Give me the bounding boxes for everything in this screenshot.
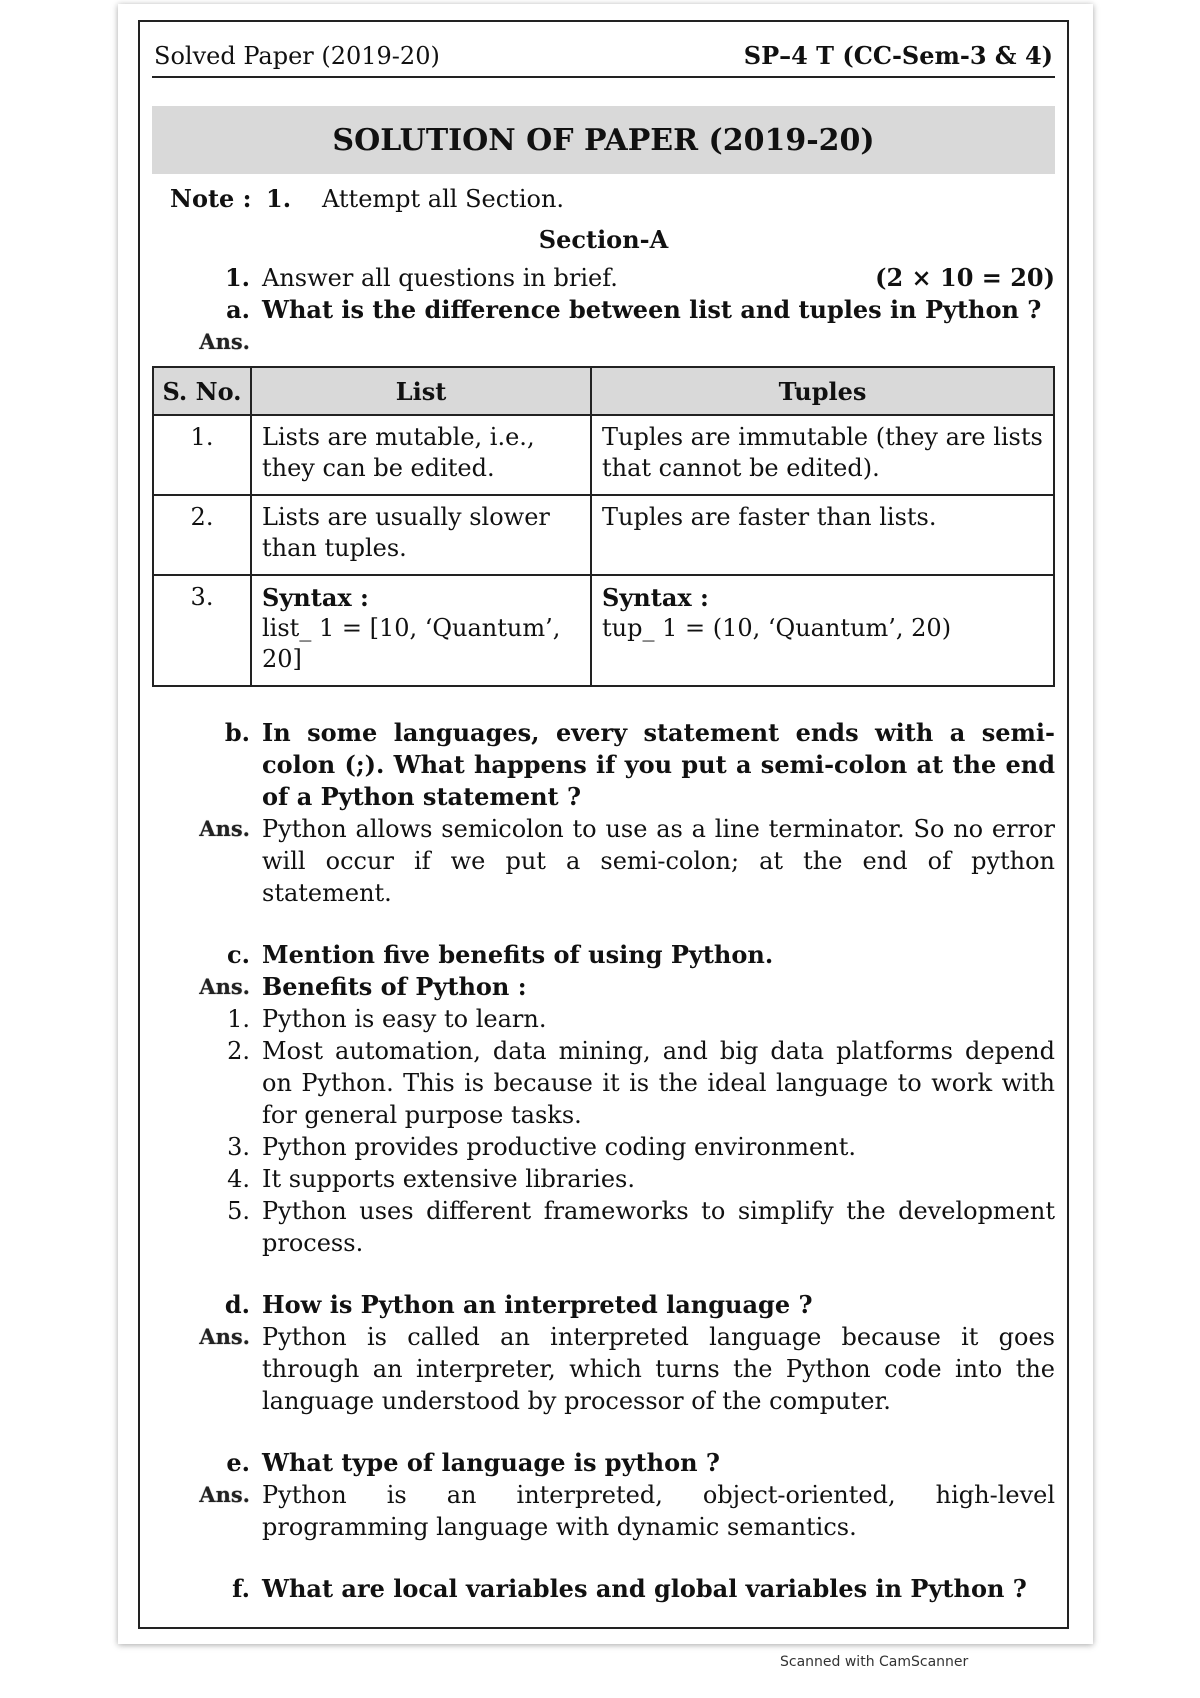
answer-a-label: Ans. [199,329,250,354]
syntax-label: Syntax : [602,583,709,612]
table-row [153,495,1054,575]
list-item-number: 4. [227,1165,250,1193]
question-c-label: c. [227,940,250,969]
note-label: Note : [170,184,252,213]
note [152,184,1055,213]
table-row [153,575,1054,686]
question-d-text: How is Python an interpreted language ? [262,1290,813,1319]
header-left: Solved Paper (2019-20) [154,42,440,70]
table-cell-sno: 1. [153,415,251,495]
question-f [152,1573,1055,1605]
comparison-table [152,366,1055,687]
question-d [152,1289,1055,1321]
question-a-text: What is the difference between list and tuples in Python ? [262,295,1042,324]
list-item-number: 2. [227,1037,250,1065]
benefits-list [152,1003,1055,1259]
page-content [152,22,1055,1605]
list-item [152,1035,1055,1131]
question-e [152,1447,1055,1479]
answer-b [152,813,1055,909]
table-header-row [153,367,1054,415]
answer-c-heading: Benefits of Python : [262,972,527,1001]
table-cell-tuple: Tuples are immutable (they are lists that cannot be edited). [591,415,1054,495]
table-header-list: List [251,367,591,415]
tuple-syntax: tup_ 1 = (10, ‘Quantum’, 20) [602,614,952,642]
table-header-sno: S. No. [153,367,251,415]
page-frame [138,20,1069,1629]
question-b [152,717,1055,813]
answer-a [152,326,1055,358]
answer-c-label: Ans. [199,974,250,999]
question-c-text: Mention five benefits of using Python. [262,940,774,969]
question-1-label: 1. [224,263,250,292]
answer-b-text: Python allows semicolon to use as a line terminator. So no error will occur if we put a semi-colon; at the end of python statement. [262,815,1055,907]
list-item-text: Most automation, data mining, and big data platforms depend on Python. This is because it is the ideal language to work with for general purpose tasks. [262,1037,1055,1129]
running-header [152,22,1055,78]
header-right: SP–4 T (CC-Sem-3 & 4) [743,41,1053,70]
page-title: SOLUTION OF PAPER (2019-20) [152,106,1055,174]
answer-d [152,1321,1055,1417]
syntax-label: Syntax : [262,583,369,612]
table-cell-sno: 2. [153,495,251,575]
question-1-marks: (2 × 10 = 20) [875,263,1055,292]
question-a-label: a. [226,295,250,324]
page-sheet [118,4,1093,1644]
list-item-number: 1. [227,1005,250,1033]
note-text: Attempt all Section. [322,185,565,213]
list-item [152,1195,1055,1259]
table-row [153,415,1054,495]
question-e-label: e. [226,1448,250,1477]
list-item-text: Python provides productive coding environment. [262,1133,856,1161]
question-b-label: b. [224,718,250,747]
question-1-text: Answer all questions in brief. [262,264,618,292]
question-c [152,939,1055,971]
table-cell-list: Lists are mutable, i.e., they can be edited. [251,415,591,495]
list-syntax: list_ 1 = [10, ‘Quantum’, 20] [262,614,561,673]
section-heading: Section-A [538,225,669,254]
question-f-label: f. [232,1574,250,1603]
answer-b-label: Ans. [199,816,250,841]
question-b-text: In some languages, every statement ends with a semi-colon (;). What happens if you put a semi-colon at the end of a Python statement ? [262,718,1055,811]
answer-e [152,1479,1055,1543]
note-number: 1. [266,184,292,213]
list-item [152,1163,1055,1195]
table-cell-list [251,575,591,686]
table-cell-tuple [591,575,1054,686]
table-cell-list: Lists are usually slower than tuples. [251,495,591,575]
list-item-text: Python is easy to learn. [262,1005,547,1033]
list-item [152,1003,1055,1035]
answer-c [152,971,1055,1003]
answer-d-text: Python is called an interpreted language because it goes through an interpreter, which turns the Python code into the language understood by processor of the computer. [262,1323,1055,1415]
answer-e-text: Python is an interpreted, object-oriented, high-level programming language with dynamic semantics. [262,1481,1055,1541]
list-item-text: Python uses different frameworks to simplify the development process. [262,1197,1055,1257]
list-item-number: 5. [227,1197,250,1225]
answer-e-label: Ans. [199,1482,250,1507]
question-f-text: What are local variables and global variables in Python ? [262,1574,1027,1603]
list-item-text: It supports extensive libraries. [262,1165,635,1193]
answer-d-label: Ans. [199,1324,250,1349]
list-item [152,1131,1055,1163]
table-header-tuples: Tuples [591,367,1054,415]
question-a [152,294,1055,326]
table-cell-tuple: Tuples are faster than lists. [591,495,1054,575]
table-cell-sno: 3. [153,575,251,686]
list-item-number: 3. [227,1133,250,1161]
question-e-text: What type of language is python ? [262,1448,720,1477]
question-d-label: d. [224,1290,250,1319]
question-1 [152,262,1055,294]
scanner-watermark: Scanned with CamScanner [780,1654,969,1670]
